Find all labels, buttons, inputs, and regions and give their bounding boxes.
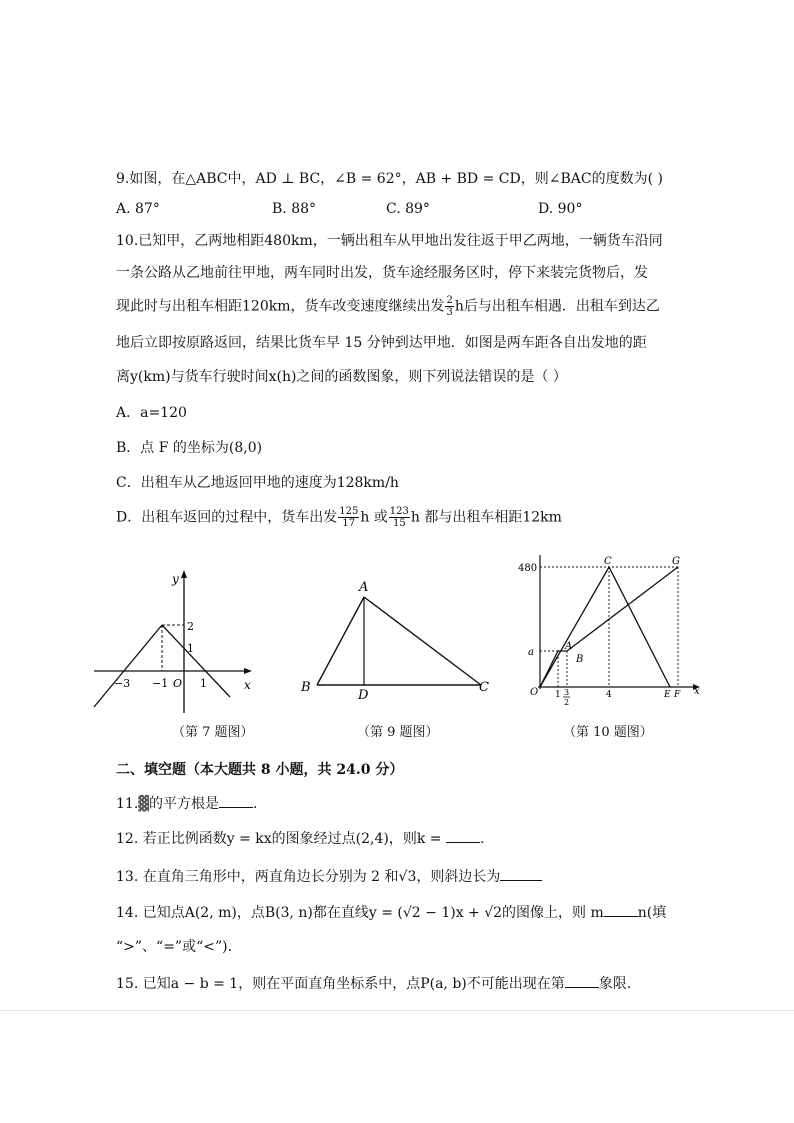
fig10-y480: 480 — [518, 563, 538, 574]
fig9-caption: （第 9 题图） — [357, 725, 439, 740]
fig10-origin: O — [530, 687, 539, 698]
q10-option-d — [116, 506, 562, 529]
fig7-xtick-neg1: −1 — [152, 677, 169, 690]
fig10-ya: a — [528, 647, 534, 658]
fig10-tick-1: 1 — [555, 690, 561, 700]
fig7-x-label: x — [244, 678, 251, 692]
fig10-taxi-graph — [540, 567, 670, 687]
fig10-x-label: x — [694, 686, 700, 697]
fig9-label-a: A — [359, 580, 369, 595]
fig10-caption: （第 10 题图） — [563, 725, 653, 740]
fig7-x-arrow — [244, 668, 252, 674]
fig7-y-arrow — [181, 570, 187, 578]
q9-option-d: D. 90° — [538, 201, 583, 217]
q10-option-c: C．出租车从乙地返回甲地的速度为128km/h — [116, 475, 399, 491]
fig7-xtick-neg3: −3 — [114, 677, 131, 690]
q10-fraction-123-15: $\frac{123}{15}$ — [389, 506, 409, 529]
section-2-title: 二、填空题（本大题共 8 小题，共 24.0 分） — [116, 762, 404, 778]
q10-line-5: 离y(km)与货车行驶时间x(h)之间的函数图象，则下列说法错误的是（ ） — [116, 369, 567, 385]
fig9-label-d: D — [358, 688, 369, 700]
q10-option-d-b: h 都与出租车相距12km — [410, 509, 562, 526]
figure-10 — [512, 553, 704, 713]
fig7-ytick-1: 1 — [187, 642, 194, 655]
q13-blank[interactable] — [500, 868, 542, 881]
fig10-label-a: A — [565, 641, 573, 652]
q10-line-4: 地后立即按原路返回，结果比货车早 15 分钟到达甲地．如图是两车距各自出发地的距 — [116, 335, 647, 351]
q15-blank[interactable] — [565, 975, 599, 988]
q10-option-b: B．点 F 的坐标为(8,0) — [116, 440, 263, 456]
q10-option-d-mid: h 或 — [360, 509, 388, 526]
fig9-label-c: C — [479, 680, 489, 695]
fig10-tick-frac-den: 2 — [564, 698, 570, 707]
figure-9 — [295, 575, 505, 700]
fig7-line-left — [94, 625, 162, 707]
q10-line-1: 10.已知甲，乙两地相距480km，一辆出租车从甲地出发往返于甲乙两地，一辆货车沿同 — [116, 233, 663, 249]
fig10-label-b: B — [576, 654, 584, 665]
page-bottom-edge — [0, 1010, 794, 1011]
fig9-side-ab — [317, 597, 364, 685]
q9-option-a: A. 87° — [116, 201, 160, 217]
q9-option-c: C. 89° — [386, 201, 430, 217]
fig10-label-e: E — [664, 690, 671, 700]
fig7-caption: （第 7 题图） — [172, 725, 254, 740]
fig7-ytick-2: 2 — [187, 620, 194, 633]
figure-7 — [90, 565, 260, 715]
q14-line-1: 14. 已知点A(2, m)，点B(3, n)都在直线y = (√2 − 1)x + √2的图像上，则 m n(填 — [116, 905, 667, 921]
q12: 12. 若正比例函数y = kx的图象经过点(2,4)，则k = . — [116, 831, 485, 847]
q15: 15. 已知a − b = 1，则在平面直角坐标系中，点P(a, b)不可能出现在第 象限. — [116, 976, 632, 992]
q10-option-a: A．a=120 — [116, 405, 187, 421]
q14-blank[interactable] — [604, 904, 638, 917]
fig10-label-c: C — [604, 556, 612, 567]
fig10-label-g: G — [672, 556, 680, 567]
q11: 11.▓的平方根是 . — [116, 796, 258, 812]
fig10-tick-4: 4 — [606, 690, 612, 700]
q9-stem: 9.如图，在△ABC中，AD ⊥ BC，∠B = 62°，AB + BD = CD，则∠BAC的度数为( ) — [116, 171, 663, 187]
q11-smudge: ▓ — [138, 796, 150, 812]
fig10-tick-frac-num: 3 — [564, 688, 570, 697]
q10-option-d-a: D．出租车返回的过程中，货车出发 — [116, 509, 338, 526]
q10-fraction-2-3: $\frac{2}{3}$ — [446, 295, 453, 318]
q10-line-3-a: 现此时与出租车相距120km，货车改变速度继续出发 — [116, 298, 445, 315]
q10-line-2: 一条公路从乙地前往甲地，两车同时出发，货车途经服务区时，停下来装完货物后，发 — [116, 265, 648, 281]
q14-line-2: “>”、“=”或“<”). — [116, 939, 233, 955]
q13: 13. 在直角三角形中，两直角边长分别为 2 和√3，则斜边长为 — [116, 867, 542, 887]
fig10-label-f: F — [674, 690, 681, 700]
fig9-label-b: B — [301, 680, 311, 695]
fig7-xtick-1: 1 — [200, 677, 207, 690]
q10-line-3 — [116, 295, 660, 318]
q10-line-3-b: h后与出租车相遇．出租车到达乙 — [454, 298, 660, 315]
q11-blank[interactable] — [219, 795, 253, 808]
fig9-side-ac — [364, 597, 481, 685]
q9-option-b: B. 88° — [272, 201, 317, 217]
fig7-origin: O — [173, 677, 183, 690]
q10-fraction-125-17: $\frac{125}{17}$ — [339, 506, 359, 529]
q12-blank[interactable] — [446, 830, 480, 843]
fig7-y-label: y — [172, 572, 179, 586]
